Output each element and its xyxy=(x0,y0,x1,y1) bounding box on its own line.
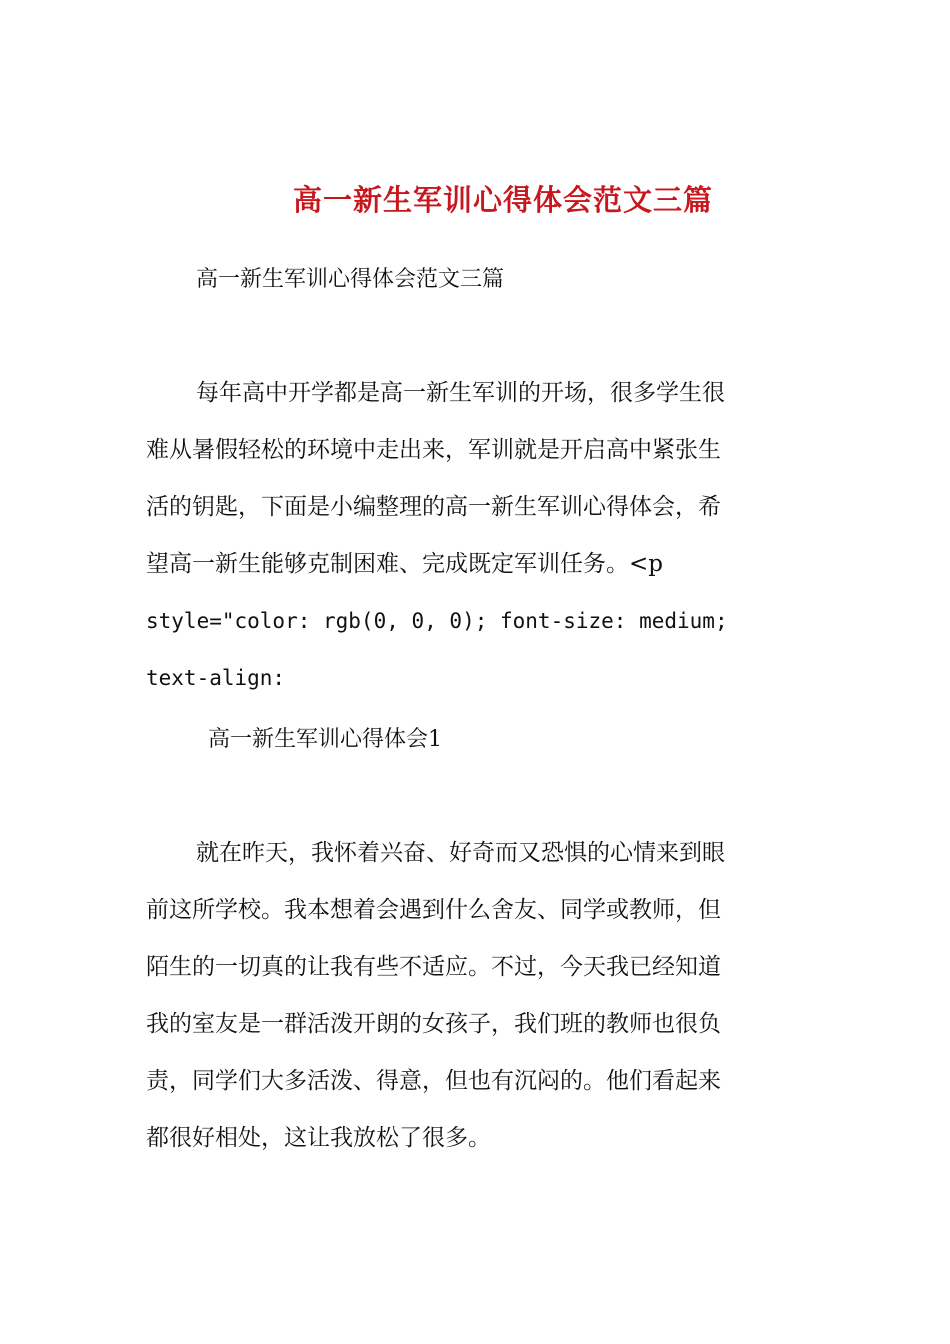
document-title: 高一新生军训心得体会范文三篇 xyxy=(292,183,713,217)
body-line: 前这所学校。我本想着会遇到什么舍友、同学或教师，但 xyxy=(146,897,721,923)
section-heading: 高一新生军训心得体会1 xyxy=(208,727,442,752)
intro-line: text-align: xyxy=(146,666,286,690)
intro-line: 每年高中开学都是高一新生军训的开场，很多学生很 xyxy=(196,380,725,406)
body-line: 责，同学们大多活泼、得意，但也有沉闷的。他们看起来 xyxy=(146,1068,721,1094)
intro-line: style="color: rgb(0, 0, 0); font-size: medium; xyxy=(146,609,728,633)
body-line: 陌生的一切真的让我有些不适应。不过，今天我已经知道 xyxy=(146,954,721,980)
document-subtitle: 高一新生军训心得体会范文三篇 xyxy=(196,267,505,292)
body-line: 都很好相处，这让我放松了很多。 xyxy=(146,1125,491,1151)
body-paragraph xyxy=(146,825,796,1167)
intro-paragraph xyxy=(146,365,796,707)
intro-line: 活的钥匙，下面是小编整理的高一新生军训心得体会，希 xyxy=(146,494,721,520)
body-line: 我的室友是一群活泼开朗的女孩子，我们班的教师也很负 xyxy=(146,1011,721,1037)
intro-line: 难从暑假轻松的环境中走出来，军训就是开启高中紧张生 xyxy=(146,437,721,463)
body-line: 就在昨天，我怀着兴奋、好奇而又恐惧的心情来到眼 xyxy=(196,840,725,866)
intro-line: 望高一新生能够克制困难、完成既定军训任务。<p xyxy=(146,551,663,577)
